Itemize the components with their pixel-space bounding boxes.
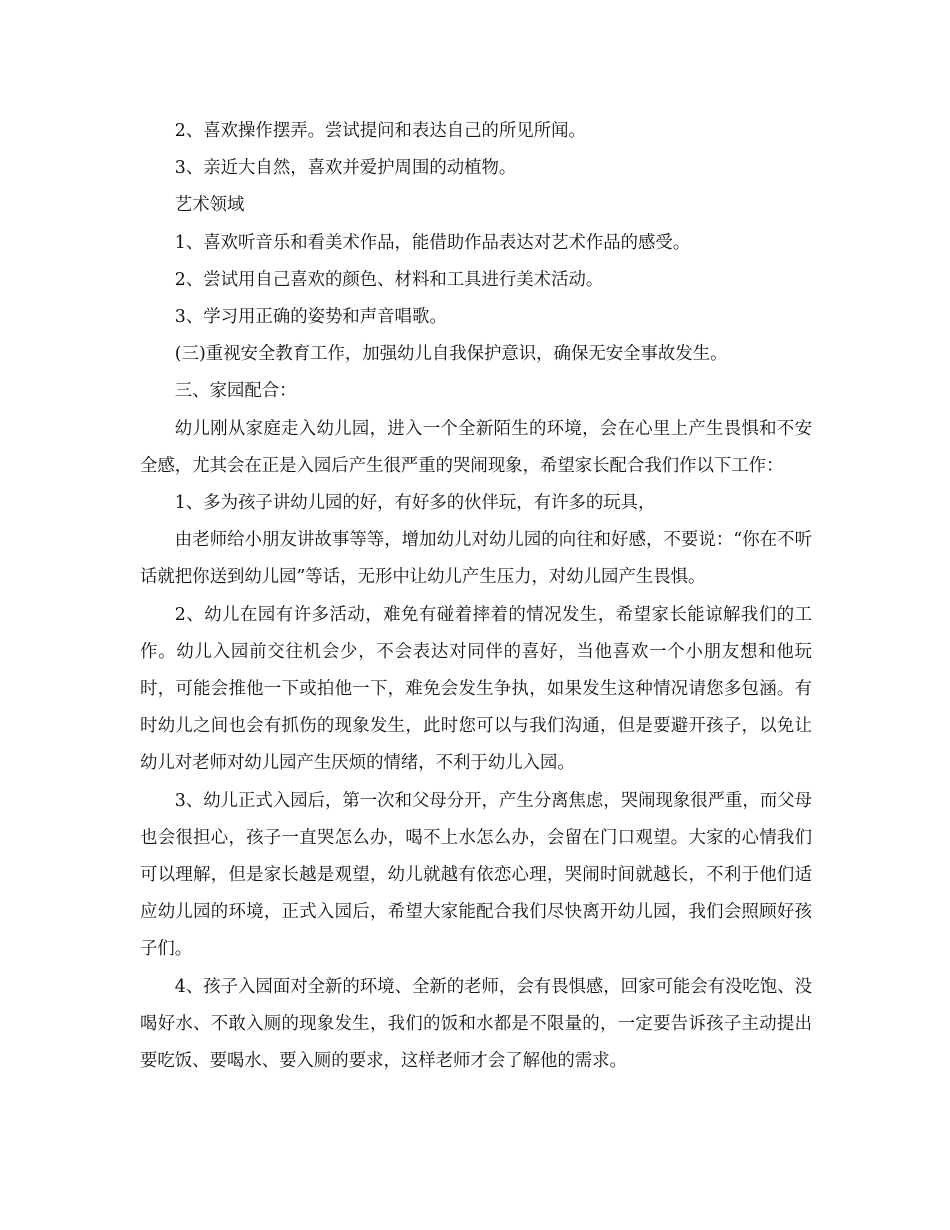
paragraph-art-2: 2、尝试用自己喜欢的颜色、材料和工具进行美术活动。 bbox=[174, 269, 604, 290]
paragraph-item-3: 3、幼儿正式入园后，第一次和父母分开，产生分离焦虑，哭闹现象很严重，而父母也会很担心，孩子一直哭怎么办，喝不上水怎么办，会留在门口观望。大家的心情我们可以理解，但是家长越是观望，幼儿就越有依恋心理，哭闹时间就越长，不利于他们适应幼儿园的环境，正式入园后，希望大家能配合我们尽快离开幼儿园，我们会照顾好孩子们。 bbox=[140, 790, 812, 960]
paragraph-item-2: 2、幼儿在园有许多活动，难免有碰着摔着的情况发生，希望家长能谅解我们的工作。幼儿入园前交往机会少，不会表达对同伴的喜好，当他喜欢一个小朋友想和他玩时，可能会推他一下或拍他一下，难免会发生争执，如果发生这种情况请您多包涵。有时幼儿之间也会有抓伤的现象发生，此时您可以与我们沟通，但是要避开孩子，以免让幼儿对老师对幼儿园产生厌烦的情绪，不利于幼儿入园。 bbox=[140, 604, 812, 774]
document-page bbox=[140, 113, 812, 1080]
paragraph-cognition-2: 2、喜欢操作摆弄。尝试提问和表达自己的所见所闻。 bbox=[174, 121, 586, 141]
paragraph-intro: 幼儿刚从家庭走入幼儿园，进入一个全新陌生的环境，会在心里上产生畏惧和不安全感，尤其会在正是入园后产生很严重的哭闹现象，希望家长配合我们作以下工作： bbox=[140, 418, 812, 476]
section-heading-art: 艺术领域 bbox=[174, 195, 245, 216]
paragraph-cognition-3: 3、亲近大自然，喜欢并爱护周围的动植物。 bbox=[174, 158, 517, 179]
paragraph-item-1-cont: 由老师给小朋友讲故事等等，增加幼儿对幼儿园的向往和好感，不要说：“你在不听话就把你送到幼儿园”等话，无形中让幼儿产生压力，对幼儿园产生畏惧。 bbox=[140, 530, 812, 588]
paragraph-item-1: 1、多为孩子讲幼儿园的好，有好多的伙伴玩，有许多的玩具， bbox=[174, 493, 656, 514]
paragraph-item-4: 4、孩子入园面对全新的环境、全新的老师，会有畏惧感，回家可能会有没吃饱、没喝好水、不敢入厕的现象发生，我们的饭和水都是不限量的，一定要告诉孩子主动提出要吃饭、要喝水、要入厕的要求，这样老师才会了解他的需求。 bbox=[140, 976, 812, 1072]
section-heading-home-school: 三、家园配合： bbox=[174, 381, 297, 402]
paragraph-safety: (三)重视安全教育工作，加强幼儿自我保护意识，确保无安全事故发生。 bbox=[174, 344, 728, 365]
paragraph-art-3: 3、学习用正确的姿势和声音唱歌。 bbox=[174, 307, 447, 328]
paragraph-art-1: 1、喜欢听音乐和看美术作品，能借助作品表达对艺术作品的感受。 bbox=[174, 232, 691, 253]
